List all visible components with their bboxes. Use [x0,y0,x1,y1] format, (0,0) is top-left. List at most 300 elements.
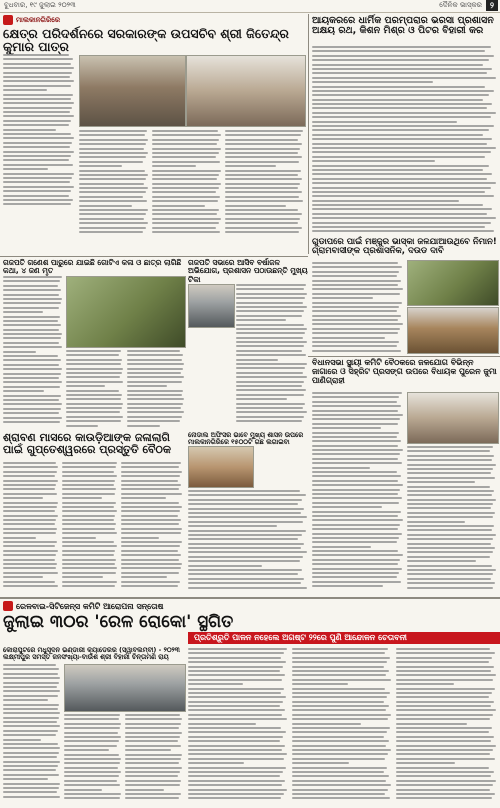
text-line [236,367,305,369]
text-line [79,130,147,132]
text-line [3,294,59,296]
text-line [3,333,62,335]
text-line [188,560,300,562]
text-line [62,550,115,552]
text-line [3,107,72,109]
text-line [407,450,490,452]
text-line [121,541,182,543]
text-line [312,217,496,219]
text-line [407,512,495,514]
text-line [407,525,494,527]
text-line [236,310,304,312]
text-line [3,730,58,732]
text-line [3,337,61,339]
text-line [3,85,71,87]
text-line [64,754,119,756]
text-line [292,674,386,676]
text-line [3,346,62,348]
text-line [188,551,307,553]
text-line [188,714,282,716]
text-line [3,399,59,401]
text-line [3,545,55,547]
text-line [407,551,493,553]
text-line [312,280,401,282]
banner-body-col3 [396,648,497,804]
text-line [3,572,58,574]
text-line [64,723,121,725]
text-line [292,780,386,782]
text-line [152,205,205,207]
text-line [312,480,398,482]
text-line [152,134,221,136]
text-line [312,401,397,403]
text-line [3,307,59,309]
text-line [62,475,117,477]
text-line [312,506,382,508]
text-line [188,775,280,777]
text-line [236,359,278,361]
text-line [62,497,102,499]
text-line [62,581,117,583]
text-line [312,440,401,442]
text-line [312,271,399,273]
text-line [62,519,114,521]
text-line [407,464,496,466]
story7-body-col2 [407,446,497,592]
text-line [79,143,146,145]
text-line [396,758,495,760]
text-line [312,284,398,286]
text-line [312,554,403,556]
text-line [3,359,61,361]
story6-body-col2 [62,462,118,592]
text-line [407,556,490,558]
text-line [3,159,69,161]
text-line [188,525,277,527]
text-line [188,736,283,738]
text-line [312,410,398,412]
text-line [188,556,303,558]
text-line [3,115,74,117]
text-line [66,381,123,383]
text-line [127,363,184,365]
text-line [152,209,219,211]
text-line [3,778,48,780]
story1-photo-right [186,55,306,127]
text-line [3,177,72,179]
text-line [62,567,117,569]
text-line [312,489,400,491]
banner-logo-icon [3,601,13,611]
text-line [292,648,388,650]
text-line [3,311,43,313]
text-line [312,319,398,321]
text-line [188,494,306,496]
text-line [3,280,60,282]
text-line [66,350,121,352]
text-line [121,502,179,504]
text-line [66,385,105,387]
text-line [188,573,298,575]
text-line [188,530,306,532]
text-line [312,423,398,425]
text-line [3,377,59,379]
text-line [396,701,494,703]
text-line [3,502,58,504]
story5-headline: ଗଜପତି ସଭାରେ ଆସିବ ବର୍ଷାଜଳ ଅଭିଯୋଗ, ପ୍ରଶାସନ ପଠାଉଛନ୍ତି ମୁଖ୍ୟ ଟିକା [188,258,308,284]
text-line [396,784,493,786]
text-line [3,320,58,322]
text-line [312,497,402,499]
text-line [312,226,485,228]
text-line [3,484,56,486]
text-line [312,59,489,61]
text-line [121,497,166,499]
story1-body-col2 [79,130,149,240]
text-line [407,446,493,448]
text-line [236,306,307,308]
text-line [407,486,490,488]
text-line [3,532,56,534]
text-line [407,582,495,584]
text-line [3,717,59,719]
text-line [407,573,493,575]
text-line [312,559,400,561]
text-line [188,784,282,786]
text-line [312,200,459,202]
text-line [121,475,180,477]
text-line [396,714,493,716]
text-line [3,668,59,670]
text-line [407,569,496,571]
text-line [188,521,303,523]
text-line [3,725,60,727]
text-line [312,187,491,189]
story9-body-col2 [64,714,122,804]
text-line [152,222,219,224]
text-line [188,512,301,514]
text-line [121,480,178,482]
text-line [312,86,485,88]
text-line [312,213,487,215]
text-line [188,508,304,510]
text-line [312,68,492,70]
text-line [3,203,71,205]
text-line [121,567,181,569]
text-line [3,421,60,423]
text-line [225,222,298,224]
text-line [312,165,489,167]
text-line [312,341,399,343]
text-line [121,462,181,464]
text-line [64,732,118,734]
text-line [62,480,115,482]
text-line [121,510,180,512]
text-line [312,537,399,539]
text-line [188,771,283,773]
text-line [3,682,59,684]
text-line [62,506,114,508]
text-line [3,699,48,701]
text-line [225,130,303,132]
text-line [62,523,116,525]
text-line [152,139,219,141]
text-line [64,727,120,729]
text-line [312,449,403,451]
text-line [312,427,381,429]
text-line [3,761,60,763]
text-line [312,94,489,96]
text-line [3,395,61,397]
text-line [3,541,57,543]
text-line [396,793,495,795]
text-line [127,411,184,413]
text-line [3,695,58,697]
text-line [236,337,303,339]
text-line [312,46,491,48]
story1-body-col1 [3,54,75,209]
text-line [152,218,221,220]
text-line [3,567,56,569]
text-line [79,227,146,229]
text-line [225,152,298,154]
text-line [121,528,182,530]
text-line [127,420,180,422]
text-line [64,767,118,769]
text-line [396,688,495,690]
text-line [79,218,144,220]
text-line [292,784,391,786]
banner-rule [0,597,500,599]
text-line [312,405,401,407]
banner-body-col1 [188,648,288,804]
banner-subheadline: ପ୍ରତିଶ୍ରୁତି ପାଳନ ନହେଲେ ଅଗଷ୍ଟ ୨୨ରେ ପୁଣି ଆନ୍ଦୋଳନ ଚେତାବନୀ [188,632,500,644]
text-line [312,467,370,469]
text-line [312,116,491,118]
text-line [62,515,115,517]
text-line [3,791,57,793]
text-line [188,731,286,733]
text-line [396,762,455,764]
text-line [312,107,487,109]
text-line [312,129,489,131]
text-line [236,315,302,317]
text-line [236,407,303,409]
text-line [292,670,389,672]
text-line [127,381,182,383]
text-line [3,298,62,300]
story2-body [312,46,498,236]
text-line [66,411,120,413]
text-line [121,559,179,561]
text-line [312,475,401,477]
text-line [292,749,391,751]
text-line [3,783,60,785]
text-line [125,793,181,795]
text-line [62,559,116,561]
text-line [127,376,184,378]
story8-photo [188,446,254,488]
text-line [312,50,485,52]
text-line [407,529,492,531]
text-line [3,195,69,197]
text-line [312,533,402,535]
text-line [3,199,73,201]
text-line [225,187,298,189]
text-line [396,666,494,668]
text-line [312,138,492,140]
text-line [407,459,492,461]
text-line [312,266,402,268]
text-line [188,683,243,685]
text-line [312,436,397,438]
text-line [188,543,304,545]
text-line [292,718,388,720]
text-line [152,152,219,154]
text-line [407,543,491,545]
text-line [396,797,492,799]
text-line [79,187,148,189]
text-line [66,363,121,365]
text-line [79,178,146,180]
text-line [225,148,300,150]
text-line [292,723,361,725]
text-line [3,559,55,561]
text-line [396,661,489,663]
text-line [312,572,399,574]
text-line [121,545,180,547]
text-line [3,403,62,405]
text-line [64,718,119,720]
text-line [121,550,178,552]
text-line [121,554,181,556]
column-rule [308,14,309,254]
text-line [121,471,182,473]
text-line [121,585,178,587]
text-line [312,288,403,290]
text-line [3,581,55,583]
text-line [188,745,285,747]
text-line [188,666,283,668]
text-line [125,732,182,734]
text-line [312,151,491,153]
text-line [312,230,494,232]
text-line [3,151,74,153]
text-line [152,183,221,185]
text-line [62,462,117,464]
text-line [312,396,399,398]
text-line [125,749,171,751]
text-line [127,368,183,370]
text-line [236,372,303,374]
text-line [3,550,58,552]
text-line [236,297,305,299]
text-line [396,749,493,751]
story4-photo [66,276,186,348]
text-line [225,218,300,220]
text-line [3,133,71,135]
text-line [312,147,496,149]
story3-body [312,262,404,357]
text-line [188,538,298,540]
text-line [79,134,145,136]
text-line [125,754,182,756]
text-line [312,173,492,175]
text-line [188,490,300,492]
text-line [312,541,397,543]
text-line [127,354,183,356]
text-line [66,368,123,370]
text-line [396,753,490,755]
text-line [236,293,307,295]
story1-body-col4 [225,130,304,240]
text-line [3,168,48,170]
text-line [66,407,122,409]
text-line [3,67,74,69]
text-line [3,285,58,287]
text-line [396,767,489,769]
text-line [236,288,304,290]
text-line [125,727,179,729]
text-line [407,587,493,589]
text-line [407,481,475,483]
text-line [3,677,60,679]
story3-photo-bottom [407,307,499,354]
text-line [188,740,280,742]
text-line [127,407,181,409]
text-line [312,275,397,277]
text-line [125,784,180,786]
text-line [292,762,349,764]
text-line [3,390,44,392]
text-line [396,736,494,738]
text-line [396,674,496,676]
story1-headline: କ୍ଷେତ୍ର ପରିଦର୍ଶନରେ ସରକାରଙ୍କ ଉପସଚିବ ଶ୍ରୀ ଜିତେନ୍ଦ୍ର କୁମାର ପାତ୍ର [3,26,289,55]
text-line [152,148,221,150]
text-line [188,661,286,663]
text-line [312,563,398,565]
story4-headline: ଗଜପତି ଗଣେଶ ପାରୁରେ ଯାଇଛି ଗୋଟିଏ କଳା ଓ ଛାତ୍ର ଲାଗିଛି କଥା, ୪ ଜଣ ମୃତ [3,258,182,276]
text-line [3,94,73,96]
story4-body-col2 [66,350,124,430]
text-line [3,76,70,78]
text-line [121,572,179,574]
text-line [292,709,386,711]
text-line [188,692,281,694]
text-line [312,156,485,158]
text-line [3,488,55,490]
row-rule-right [308,356,500,357]
text-line [312,528,398,530]
text-line [312,585,383,587]
text-line [396,718,490,720]
text-line [312,222,491,224]
text-line [79,183,144,185]
text-line [64,797,120,799]
text-line [312,182,496,184]
text-line [292,771,384,773]
text-line [66,390,119,392]
text-line [3,181,70,183]
text-line [3,146,70,148]
text-line [407,494,492,496]
text-line [152,143,217,145]
text-line [127,416,182,418]
text-line [64,749,109,751]
text-line [79,209,148,211]
text-line [121,523,179,525]
text-line [152,191,216,193]
